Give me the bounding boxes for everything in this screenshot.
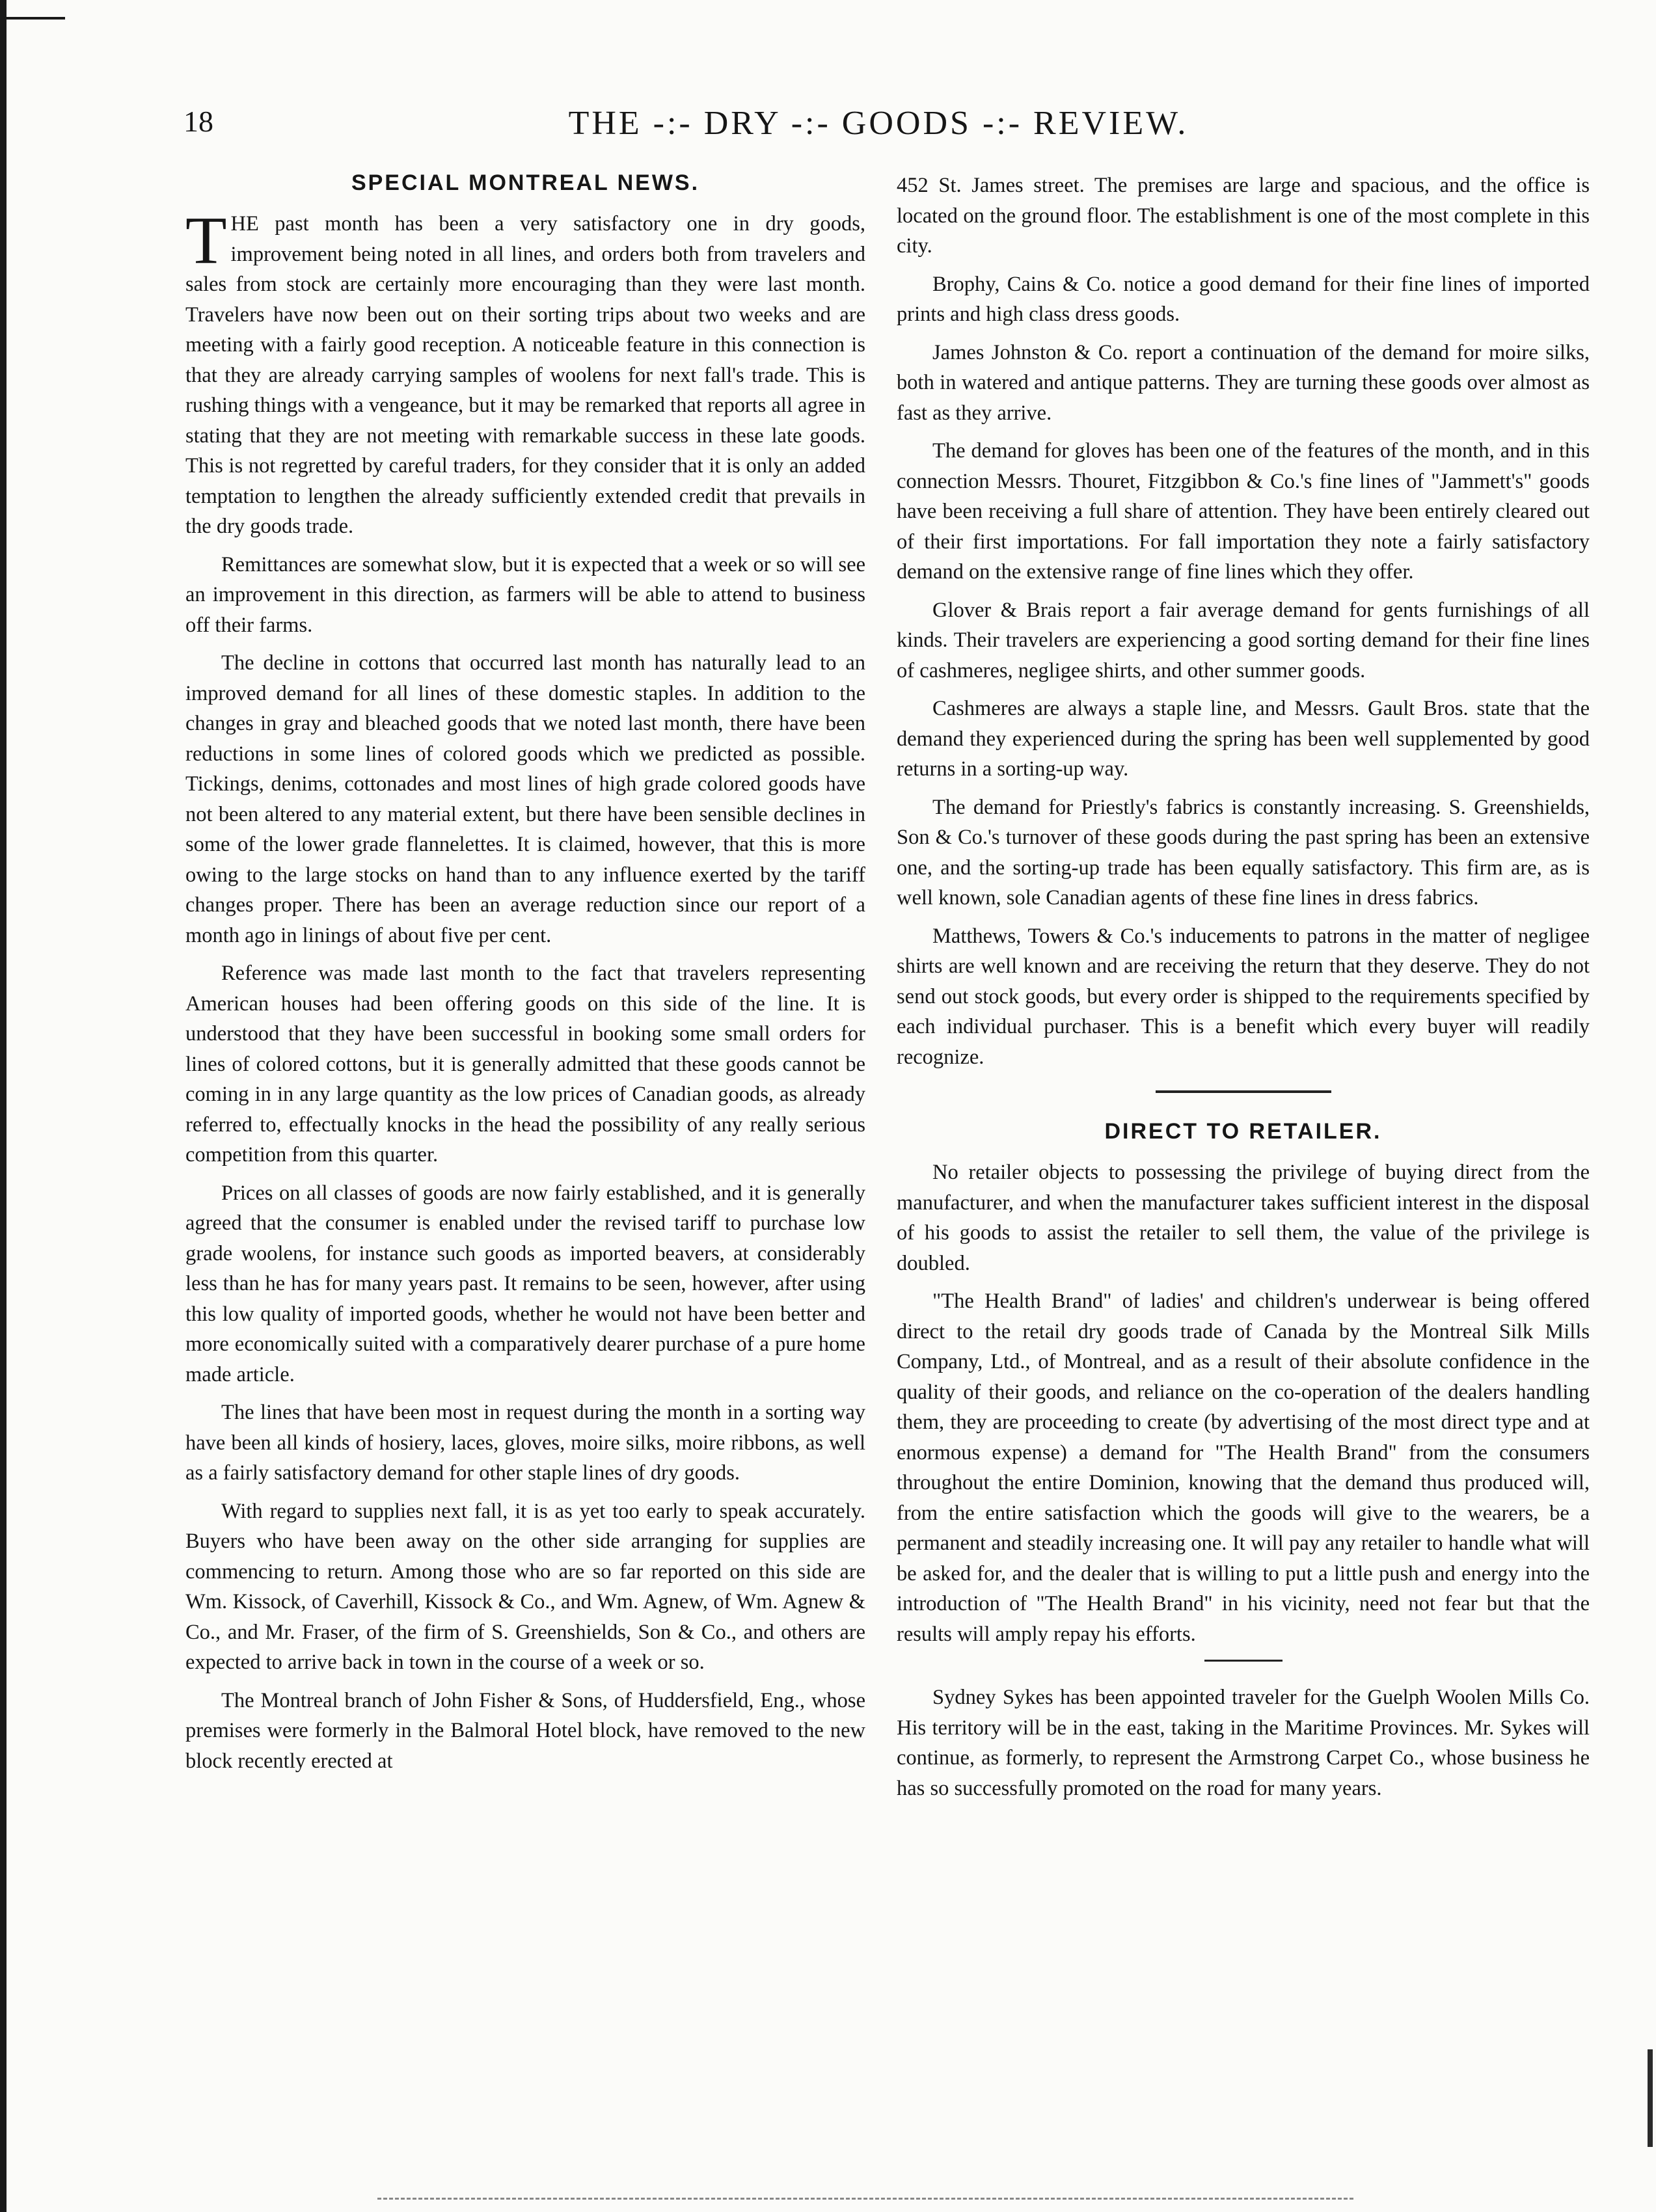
- article-paragraph: The demand for Priestly's fabrics is constantly increasing. S. Greenshields, Son & Co.'s turnover of these goods during the past spring has been an extensive one, and the sorting-up trade has been equally satisfactory. This firm are, as is well known, sole Canadian agents of these fine lines in dress fabrics.: [897, 795, 1590, 910]
- article-paragraph: With regard to supplies next fall, it is as yet too early to speak accurately. Buyers who have been away on the other side arranging for supplies are commencing to return. Among those who are so far reported on this side are Wm. Kissock, of Caverhill, Kissock & Co., and Wm. Agnew, of Wm. Agnew & Co., and Mr. Fraser, of the firm of S. Greenshields, Son & Co., and others are expected to arrive back in town in the course of a week or so.: [185, 1499, 865, 1674]
- drop-cap: T: [185, 203, 227, 278]
- article-paragraph: Matthews, Towers & Co.'s inducements to patrons in the matter of negligee shirts are well known and are receiving the return that they deserve. They do not send out stock goods, but every order is shipped to the requirements specified by each individual purchaser. This is a benefit which every buyer will readily recognize.: [897, 924, 1590, 1069]
- scan-edge-left: [0, 0, 7, 2212]
- article-paragraph-continued: 452 St. James street. The premises are large and spacious, and the office is located on the ground floor. The establishment is one of the most complete in this city.: [897, 174, 1590, 258]
- short-divider: [1204, 1660, 1283, 1662]
- page-title: THE -:- DRY -:- GOODS -:- REVIEW.: [568, 105, 1189, 142]
- article-paragraph: Glover & Brais report a fair average demand for gents furnishings of all kinds. Their travelers are experiencing a good sorting demand for their fine lines of cashmeres, negligee shirts, and other summer goods.: [897, 598, 1590, 682]
- article-paragraph: Sydney Sykes has been appointed traveler for the Guelph Woolen Mills Co. His territory will be in the east, taking in the Maritime Provinces. Mr. Sykes will continue, as formerly, to represent the Armstrong Carpet Co., whose business he has so successfully promoted on the road for many years.: [897, 1686, 1590, 1800]
- article-paragraph: The decline in cottons that occurred last month has naturally lead to an improved demand for all lines of these domestic staples. In addition to the changes in gray and bleached goods that we noted last month, there have been reductions in some lines of colored goods which we predicted as possible. Tickings, denims, cottonades and most lines of high grade colored goods have not been altered to any material extent, but there have been sensible declines in some of the lower grade flannelettes. It is claimed, however, that this is more owing to the large stocks on hand than to any influence exerted by the tariff changes proper. There has been an average reduction since our report of a month ago in linings of about five per cent.: [185, 651, 865, 947]
- section-heading-direct-to-retailer: DIRECT TO RETAILER.: [1104, 1119, 1382, 1144]
- left-column: [185, 170, 865, 1784]
- scan-bottom-marks: [377, 2198, 1353, 2202]
- right-column: [897, 170, 1590, 1811]
- article-paragraph: Reference was made last month to the fact that travelers representing American houses had been offering goods on this side of the line. It is understood that they have been successful in booking some small orders for lines of colored cottons, but it is generally admitted that these goods cannot be coming in in any large quantity as the low prices of Canadian goods, as already referred to, effectually knocks in the head the possibility of any really serious competition from this quarter.: [185, 962, 865, 1167]
- lead-paragraph-text: HE past month has been a very satisfactory one in dry goods, improvement being noted in all lines, and orders both from travelers and sales from stock are certainly more encouraging than they were last month. Travelers have now been out on their sorting trips about two weeks and are meeting with a fairly good reception. A noticeable feature in this connection is that they are already carrying samples of woolens for next fall's trade. This is rushing things with a vengeance, but it may be remarked that reports all agree in stating that they are not meeting with remarkable success in these late goods. This is not regretted by careful traders, for they consider that it is only an added temptation to lengthen the already sufficiently extended credit that prevails in the dry goods trade.: [185, 212, 865, 538]
- page-number: 18: [183, 105, 213, 138]
- section-divider: [1156, 1090, 1331, 1093]
- scan-edge-right: [1648, 2049, 1653, 2147]
- article-paragraph: Remittances are somewhat slow, but it is expected that a week or so will see an improvement in this direction, as farmers will be able to attend to business off their farms.: [185, 552, 865, 637]
- scan-edge-top: [0, 0, 65, 20]
- article-paragraph-lead: [185, 203, 865, 542]
- article-paragraph: Prices on all classes of goods are now fairly established, and it is generally agreed that the consumer is enabled under the revised tariff to purchase low grade woolens, for instance such goods as imported beavers, at considerably less than he has for many years past. It remains to be seen, however, after using this low quality of imported goods, whether he would not have been better and more economically suited with a comparatively dearer purchase of a pure home made article.: [185, 1181, 865, 1386]
- article-paragraph: The Montreal branch of John Fisher & Sons, of Huddersfield, Eng., whose premises were formerly in the Balmoral Hotel block, have removed to the new block recently erected at: [185, 1688, 865, 1773]
- article-paragraph: James Johnston & Co. report a continuation of the demand for moire silks, both in watered and antique patterns. They are turning these goods over almost as fast as they arrive.: [897, 340, 1590, 425]
- article-paragraph: The lines that have been most in request during the month in a sorting way have been all kinds of hosiery, laces, gloves, moire silks, moire ribbons, as well as a fairly satisfactory demand for other staple lines of dry goods.: [185, 1401, 865, 1485]
- article-paragraph: "The Health Brand" of ladies' and children's underwear is being offered direct to the retail dry goods trade of Canada by the Montreal Silk Mills Company, Ltd., of Montreal, and as a result of their absolute confidence in the quality of their goods, and reliance on the co-operation of the dealers handling them, they are proceeding to create (by advertising of the most direct type and at enormous expense) a demand for "The Health Brand" from the consumers throughout the entire Dominion, knowing that the demand thus produced will, from the entire satisfaction which the goods will give to the wearers, be a permanent and steadily increasing one. It will pay any retailer to handle what will be asked for, and the dealer that is willing to put a little push and energy into the introduction of "The Health Brand" in his vicinity, need not fear but that the results will amply repay his efforts.: [897, 1289, 1590, 1646]
- article-paragraph: Cashmeres are always a staple line, and Messrs. Gault Bros. state that the demand they experienced during the spring has been well supplemented by good returns in a sorting-up way.: [897, 697, 1590, 781]
- section-heading-montreal-news: SPECIAL MONTREAL NEWS.: [351, 170, 700, 195]
- article-paragraph: Brophy, Cains & Co. notice a good demand for their fine lines of imported prints and high class dress goods.: [897, 272, 1590, 326]
- article-paragraph: No retailer objects to possessing the privilege of buying direct from the manufacturer, and when the manufacturer takes sufficient interest in the disposal of his goods to assist the retailer to sell them, the value of the privilege is doubled.: [897, 1161, 1590, 1275]
- article-paragraph: The demand for gloves has been one of the features of the month, and in this connection Messrs. Thouret, Fitzgibbon & Co.'s fine lines of "Jammett's" goods have been receiving a full share of attention. They have been entirely cleared out of their first importations. For fall importation they note a fairly satisfactory demand on the extensive range of fine lines which they offer.: [897, 439, 1590, 584]
